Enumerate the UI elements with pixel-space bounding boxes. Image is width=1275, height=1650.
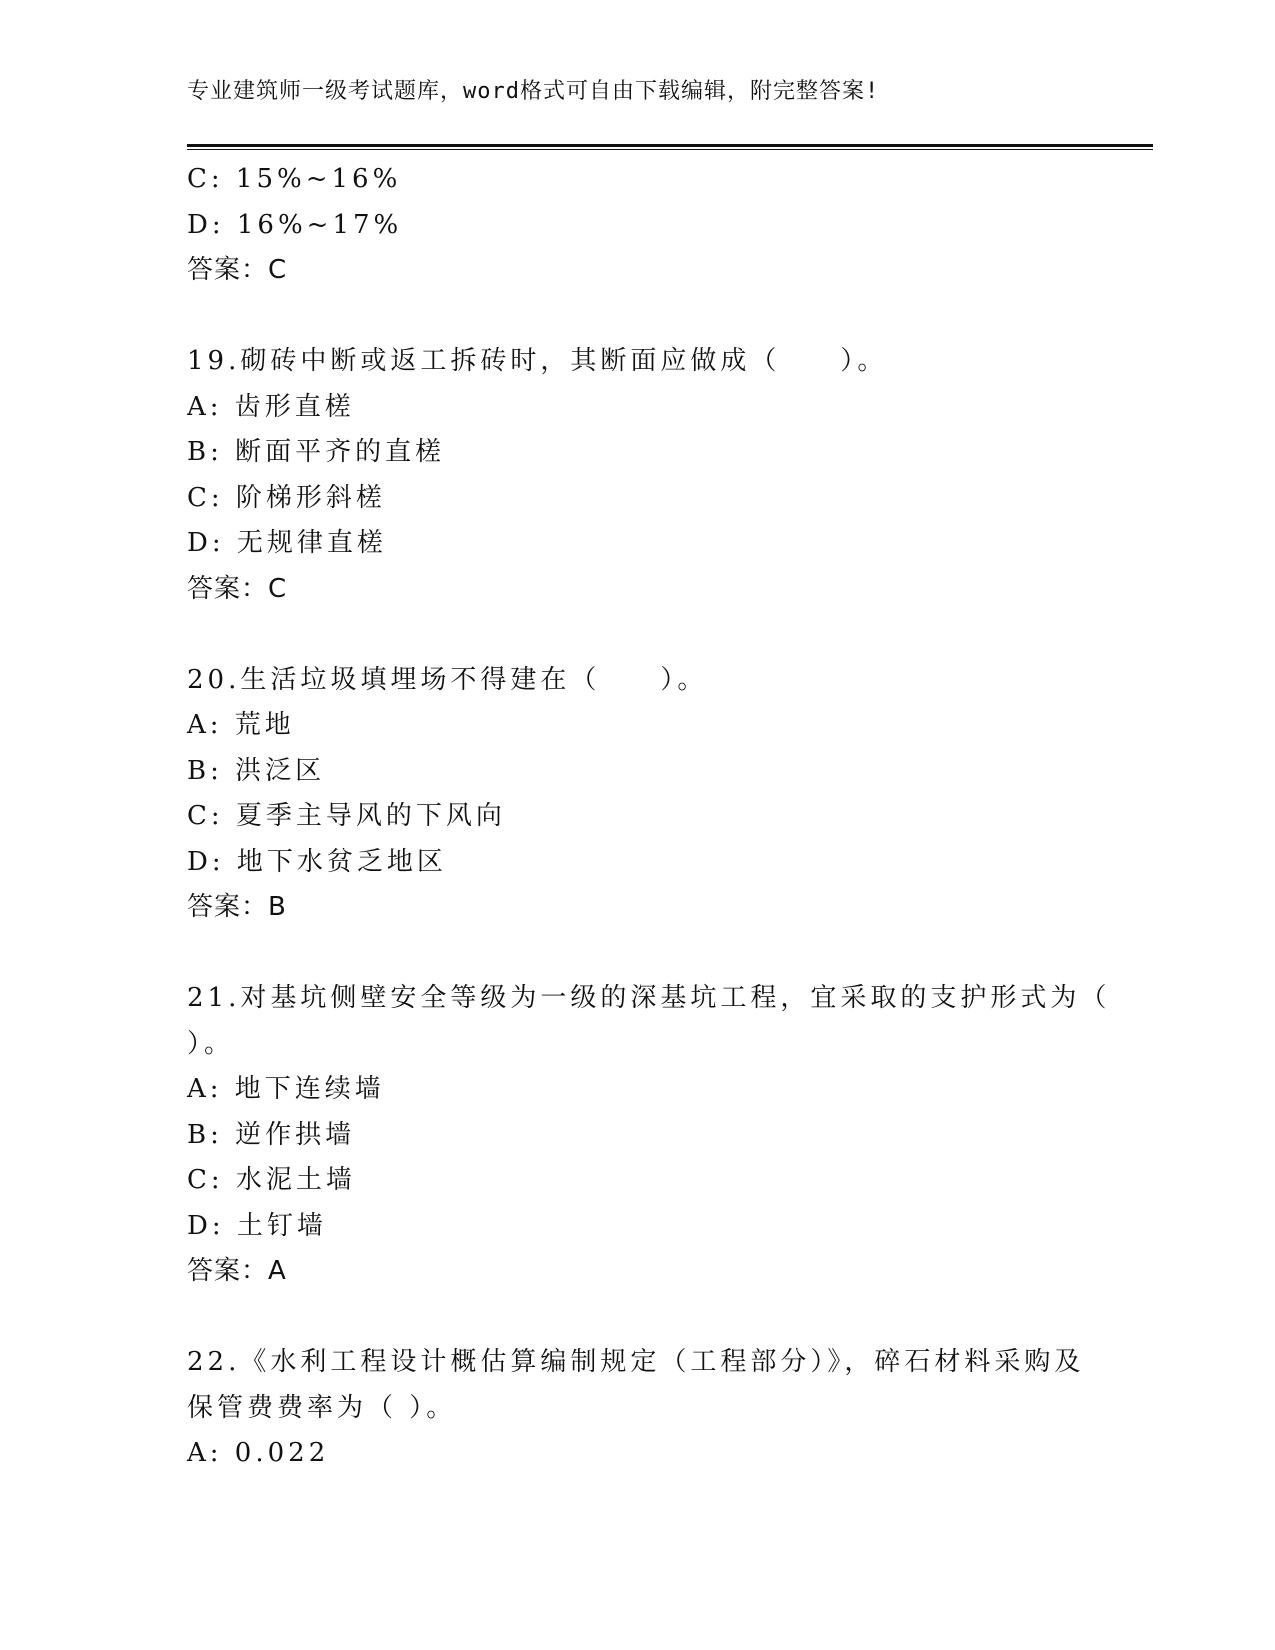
question-stem-line-1: 21.对基坑侧壁安全等级为一级的深基坑工程，宜采取的支护形式为（ <box>187 983 1111 1013</box>
question-18-tail <box>187 157 1087 294</box>
answer: 答案：C <box>187 573 288 604</box>
option-d: D: 土钉墙 <box>187 1210 327 1241</box>
header-rule-thin <box>187 149 1153 150</box>
option-a: A: 0.022 <box>187 1438 330 1468</box>
option-d: D: 16%~17% <box>187 209 403 240</box>
option-d: D: 无规律直槎 <box>187 528 387 558</box>
header-rule-thick <box>187 144 1153 147</box>
question-stem-line-2: ）。 <box>187 1028 235 1059</box>
option-c: C: 阶梯形斜槎 <box>187 482 386 513</box>
question-stem-line-1: 22.《水利工程设计概估算编制规定（工程部分）》，碎石材料采购及 <box>187 1347 1085 1377</box>
question-list <box>187 157 1111 1477</box>
question-stem: 20.生活垃圾填埋场不得建在（ ）。 <box>187 664 708 695</box>
page-header: 专业建筑师一级考试题库，word格式可自由下载编辑，附完整答案! <box>187 79 880 104</box>
question-stem-line-2: 保管费费率为（ ）。 <box>187 1392 457 1423</box>
question-21 <box>187 976 1111 1295</box>
option-b: B: 洪泛区 <box>187 755 326 786</box>
option-a: A: 荒地 <box>187 710 295 740</box>
answer: 答案：A <box>187 1256 287 1286</box>
option-b: B: 断面平齐的直槎 <box>187 437 446 467</box>
option-c: C: 夏季主导风的下风向 <box>187 801 506 831</box>
question-20 <box>187 658 1087 931</box>
option-a: A: 地下连续墙 <box>187 1074 385 1104</box>
option-c: C: 水泥土墙 <box>187 1165 356 1195</box>
answer: 答案：C <box>187 255 288 285</box>
answer: 答案：B <box>187 892 287 922</box>
question-19 <box>187 339 1087 612</box>
option-a: A: 齿形直槎 <box>187 391 355 422</box>
question-stem: 19.砌砖中断或返工拆砖时，其断面应做成（ ）。 <box>187 346 888 376</box>
option-b: B: 逆作拱墙 <box>187 1119 356 1150</box>
option-c: C: 15%~16% <box>187 164 402 194</box>
option-d: D: 地下水贫乏地区 <box>187 846 447 877</box>
question-22 <box>187 1340 1087 1477</box>
